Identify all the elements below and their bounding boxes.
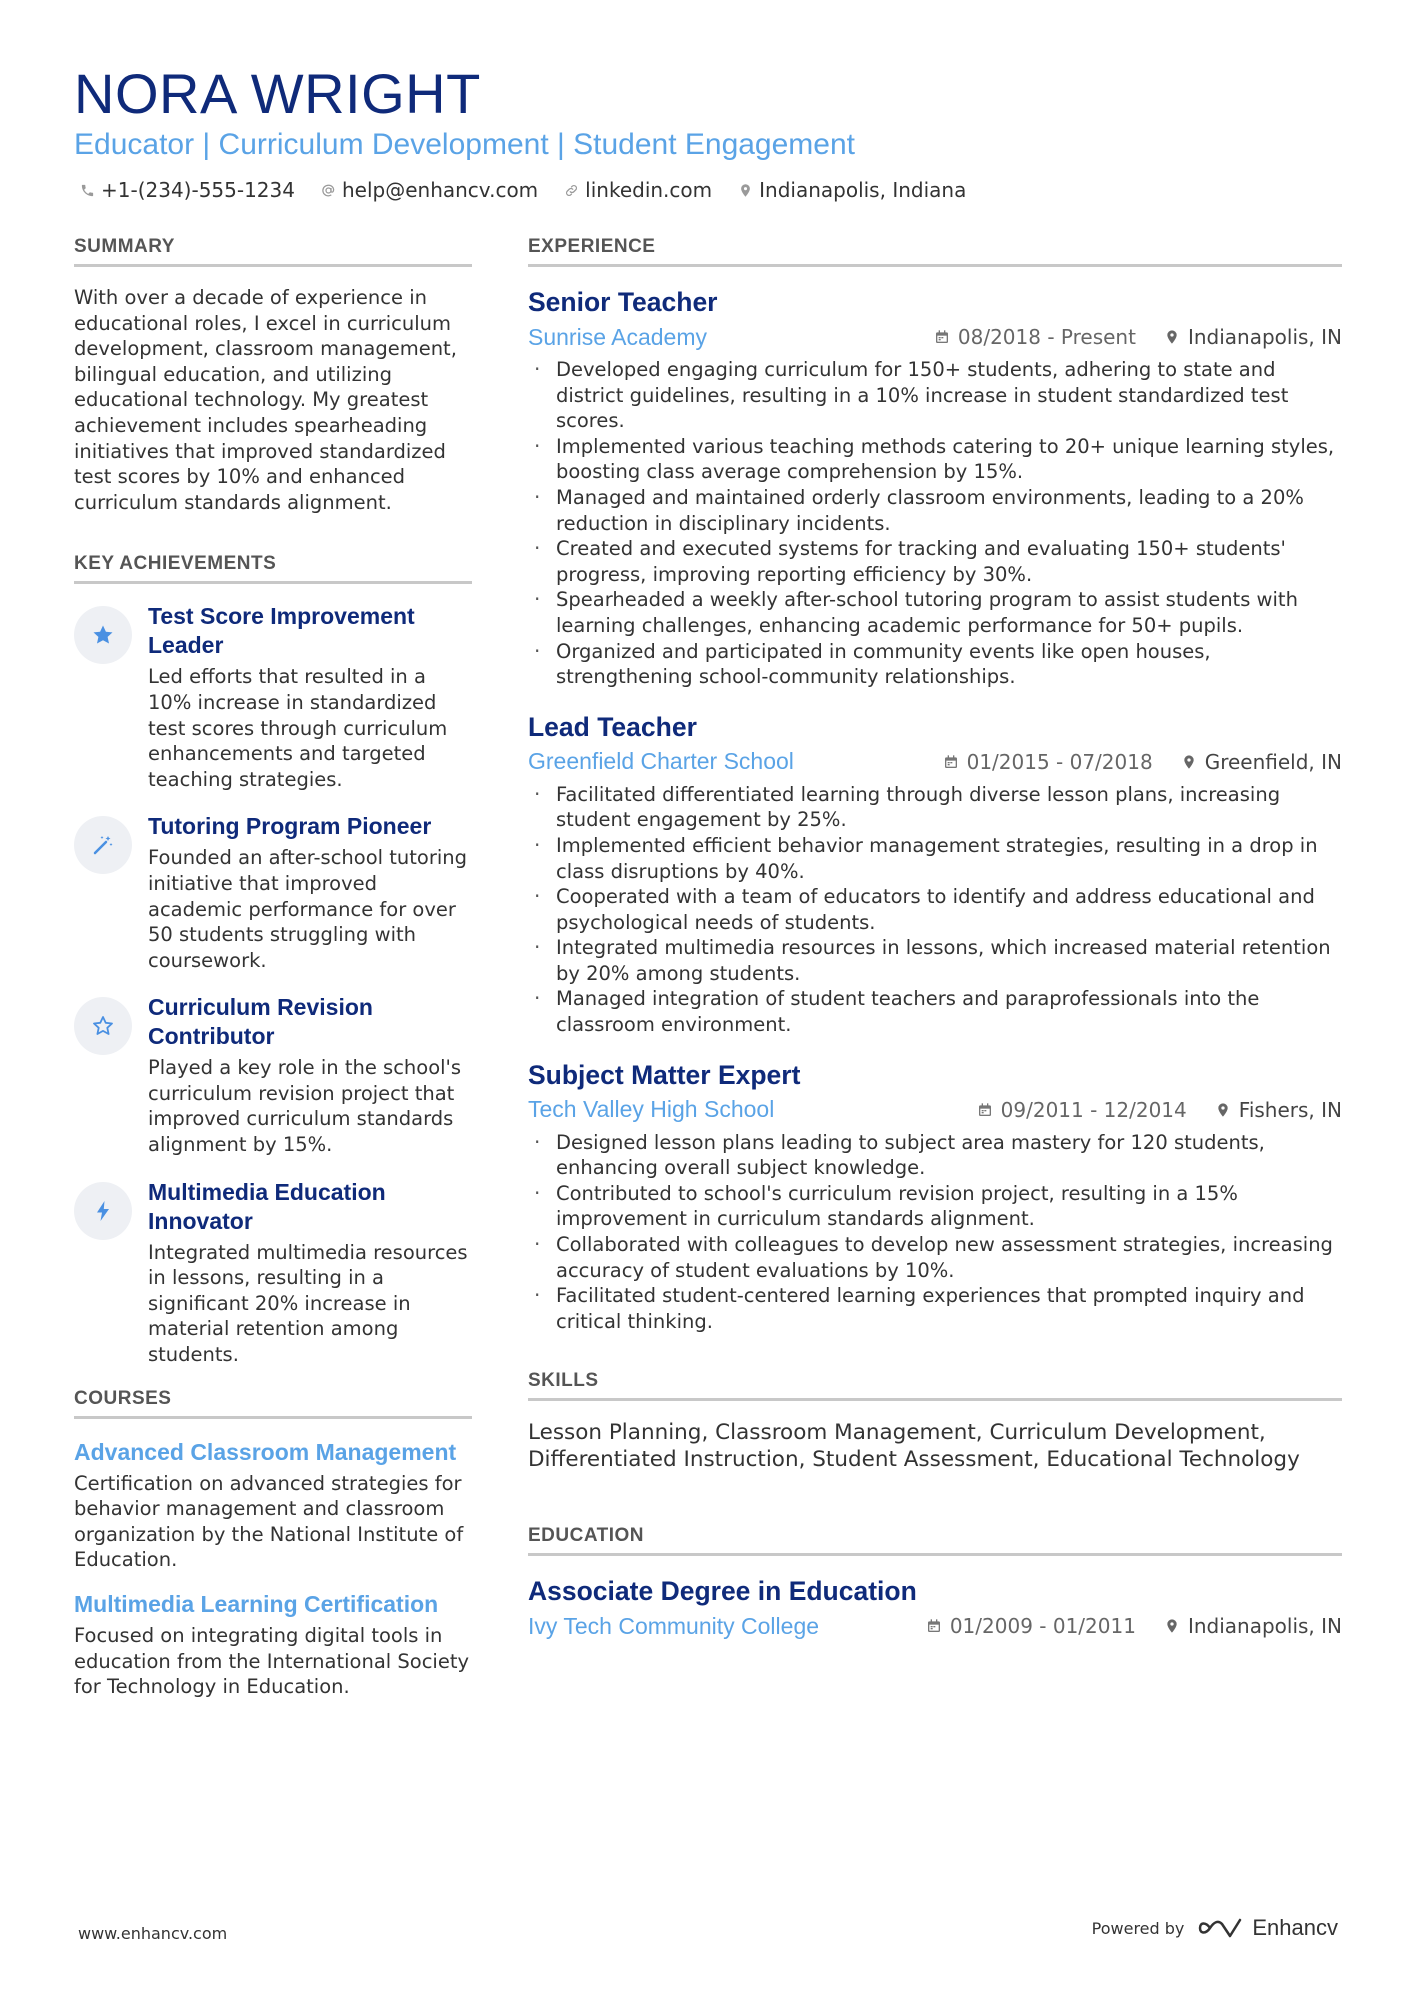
job-bullet: · Spearheaded a weekly after-school tutoring program to assist students with learning challenges, enhancing academic performance for 50+ pupils. — [528, 587, 1342, 638]
achievement-icon-wrap — [74, 1182, 132, 1240]
course-item — [74, 1437, 472, 1573]
achievement-item — [74, 1178, 472, 1368]
achievement-desc: Integrated multimedia resources in lessons, resulting in a significant 20% increase in material retention among students. — [148, 1240, 468, 1367]
job-location: Indianapolis, IN — [1187, 325, 1342, 349]
contact-linkedin[interactable] — [564, 176, 712, 204]
candidate-tagline: Educator | Curriculum Development | Student Engagement — [74, 128, 855, 161]
achievement-icon-wrap — [74, 997, 132, 1055]
star-icon — [91, 623, 115, 647]
job-location-wrap — [1215, 1098, 1342, 1122]
edu-location: Indianapolis, IN — [1187, 1614, 1342, 1639]
job-bullet: · Collaborated with colleagues to develop new assessment strategies, increasing accuracy of student evaluations by 10%. — [528, 1232, 1342, 1283]
job-entry — [528, 1058, 1342, 1335]
contact-location — [738, 176, 966, 204]
job-bullet: · Implemented various teaching methods catering to 20+ unique learning styles, boosting class average comprehension by 15%. — [528, 434, 1342, 485]
job-bullet: · Facilitated student-centered learning experiences that prompted inquiry and critical thinking. — [528, 1283, 1342, 1334]
candidate-name: NORA WRIGHT — [74, 62, 481, 125]
course-title: Multimedia Learning Certification — [74, 1591, 439, 1617]
achievement-title: Test Score Improvement Leader — [148, 603, 415, 659]
degree-title: Associate Degree in Education — [528, 1576, 917, 1607]
experience-section — [528, 236, 1342, 1334]
brand-logo[interactable] — [1198, 1915, 1338, 1941]
job-title: Senior Teacher — [528, 287, 718, 317]
education-section — [528, 1525, 1342, 1644]
job-bullet: · Managed and maintained orderly classroom environments, leading to a 20% reduction in disciplinary incidents. — [528, 485, 1342, 536]
contact-bar — [80, 176, 966, 204]
job-title: Subject Matter Expert — [528, 1059, 801, 1090]
location-pin-icon — [1181, 754, 1197, 770]
at-icon — [321, 183, 336, 198]
magic-wand-icon — [91, 833, 115, 857]
education-heading: EDUCATION — [528, 1525, 1342, 1556]
job-title: Lead Teacher — [528, 711, 697, 742]
powered-by-text: Powered by — [1091, 1918, 1185, 1938]
achievement-icon-wrap — [74, 606, 132, 664]
job-dates: 09/2011 - 12/2014 — [1000, 1097, 1187, 1122]
footer-branding — [1092, 1915, 1338, 1941]
brand-name: Enhancv — [1252, 1915, 1338, 1940]
footer-website[interactable]: www.enhancv.com — [78, 1924, 228, 1943]
summary-heading: SUMMARY — [74, 236, 472, 267]
email-text: help@enhancv.com — [341, 178, 539, 202]
experience-heading: EXPERIENCE — [528, 236, 1342, 267]
achievement-title: Tutoring Program Pioneer — [148, 813, 432, 840]
job-bullet: · Managed integration of student teachers and paraprofessionals into the classroom environment. — [528, 986, 1342, 1037]
achievement-item — [74, 812, 472, 973]
job-location: Fishers, IN — [1238, 1097, 1342, 1122]
achievement-title: Curriculum Revision Contributor — [148, 994, 373, 1050]
job-location-wrap — [1164, 325, 1342, 349]
courses-heading: COURSES — [74, 1388, 472, 1419]
job-bullet: · Implemented efficient behavior management strategies, resulting in a drop in class disruptions by 40%. — [528, 833, 1342, 884]
calendar-icon — [943, 754, 959, 770]
location-pin-icon — [1215, 1102, 1231, 1118]
achievements-heading: KEY ACHIEVEMENTS — [74, 553, 472, 584]
summary-section — [74, 236, 472, 515]
link-icon — [564, 183, 579, 198]
enhancv-logo-icon — [1198, 1916, 1244, 1940]
job-dates: 08/2018 - Present — [957, 325, 1136, 349]
job-bullets — [528, 357, 1342, 690]
course-item — [74, 1589, 472, 1700]
achievement-desc: Led efforts that resulted in a 10% increase in standardized test scores through curriculum enhancements and targeted teaching strategies. — [148, 665, 448, 791]
job-entry — [528, 285, 1342, 690]
job-bullet: · Facilitated differentiated learning through diverse lesson plans, increasing student engagement by 25%. — [528, 782, 1342, 833]
job-location-wrap — [1181, 750, 1342, 774]
job-bullet: · Designed lesson plans leading to subject area mastery for 120 students, enhancing overall subject knowledge. — [528, 1130, 1342, 1181]
job-bullet: · Developed engaging curriculum for 150+ students, adhering to state and district guidelines, resulting in a 10% increase in student standardized test scores. — [528, 357, 1342, 434]
achievement-item — [74, 602, 472, 792]
contact-email[interactable] — [321, 176, 538, 204]
school-name: Ivy Tech Community College — [528, 1612, 820, 1639]
linkedin-text: linkedin.com — [585, 178, 713, 202]
edu-dates-wrap — [926, 1614, 1136, 1638]
skills-heading: SKILLS — [528, 1370, 1342, 1401]
location-pin-icon — [1164, 1618, 1180, 1634]
skills-section — [528, 1370, 1342, 1473]
job-company: Sunrise Academy — [528, 323, 707, 350]
location-pin-icon — [738, 183, 753, 198]
summary-text: With over a decade of experience in educational roles, I excel in curriculum development, classroom management, bilingual education, and utilizing educational technology. My greatest achievement includes spearheading initiatives that improved standardized test scores by 10% and enhanced curriculum standards alignment. — [74, 286, 457, 514]
job-dates-wrap — [934, 325, 1136, 349]
job-bullet: · Integrated multimedia resources in lessons, which increased material retention by 20% among students. — [528, 935, 1342, 986]
course-desc: Focused on integrating digital tools in education from the International Society for Technology in Education. — [74, 1624, 470, 1699]
job-dates-wrap — [943, 750, 1153, 774]
edu-location-wrap — [1164, 1614, 1342, 1638]
lightning-icon — [91, 1199, 115, 1223]
job-dates: 01/2015 - 07/2018 — [966, 749, 1153, 774]
right-column — [528, 236, 1342, 1644]
achievements-section — [74, 553, 472, 1367]
job-dates-wrap — [977, 1098, 1187, 1122]
job-bullets — [528, 782, 1342, 1038]
job-company: Greenfield Charter School — [528, 748, 794, 775]
calendar-icon — [934, 329, 950, 345]
job-entry — [528, 710, 1342, 1038]
star-outline-icon — [91, 1014, 115, 1038]
location-text: Indianapolis, Indiana — [759, 178, 967, 202]
achievement-item — [74, 993, 472, 1157]
skills-text: Lesson Planning, Classroom Management, Curriculum Development, Differentiated Instruction, Student Assessment, Educational Technology — [528, 1420, 1300, 1473]
job-bullet: · Created and executed systems for tracking and evaluating 150+ students' progress, improving reporting efficiency by 30%. — [528, 536, 1342, 587]
achievement-desc: Played a key role in the school's curriculum revision project that improved curriculum standards alignment by 15%. — [148, 1056, 462, 1157]
course-desc: Certification on advanced strategies for behavior management and classroom organization by the National Institute of Education. — [74, 1471, 464, 1572]
contact-phone[interactable] — [80, 176, 295, 204]
job-company: Tech Valley High School — [528, 1096, 775, 1123]
edu-dates: 01/2009 - 01/2011 — [949, 1614, 1136, 1639]
achievement-title: Multimedia Education Innovator — [148, 1178, 386, 1234]
job-bullet: · Organized and participated in community events like open houses, strengthening school-community relationships. — [528, 639, 1342, 690]
location-pin-icon — [1164, 329, 1180, 345]
left-column — [74, 236, 472, 1716]
job-bullet: · Cooperated with a team of educators to identify and address educational and psychological needs of students. — [528, 884, 1342, 935]
course-title: Advanced Classroom Management — [74, 1438, 457, 1465]
calendar-icon — [926, 1618, 942, 1634]
calendar-icon — [977, 1102, 993, 1118]
job-bullet: · Contributed to school's curriculum revision project, resulting in a 15% improvement in curriculum standards alignment. — [528, 1181, 1342, 1232]
phone-text: +1-(234)-555-1234 — [101, 178, 295, 202]
job-location: Greenfield, IN — [1204, 749, 1342, 774]
achievement-icon-wrap — [74, 816, 132, 874]
phone-icon — [80, 183, 95, 198]
courses-section — [74, 1388, 472, 1700]
job-bullets — [528, 1130, 1342, 1335]
achievement-desc: Founded an after-school tutoring initiative that improved academic performance for over 50 students struggling with coursework. — [148, 846, 468, 972]
